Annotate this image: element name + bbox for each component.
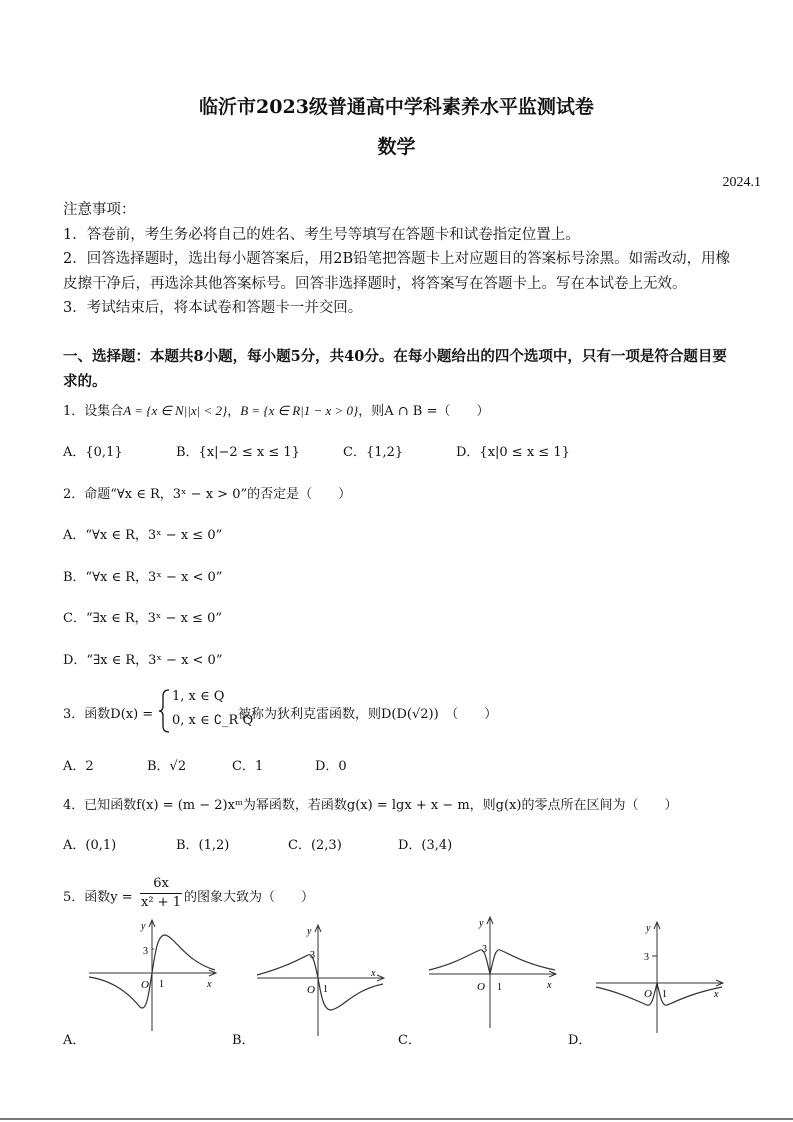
section-heading: 一、选择题：本题共8小题，每小题5分，共40分。在每小题给出的四个选项中，只有一项是符合题目要求的。 (63, 348, 727, 390)
graph-a-one: 1 (159, 979, 164, 990)
q1-option-a: A．{0,1} (63, 445, 123, 460)
q3-prefix: 3．函数D(x) = (63, 707, 154, 722)
graph-b-one: 1 (323, 984, 328, 995)
graph-b-three: 3 (310, 950, 315, 961)
graph-b-origin: O (307, 984, 315, 996)
q5-denominator: x² + 1 (141, 895, 181, 910)
graph-d-one: 1 (662, 989, 667, 1000)
q3-option-d: D．0 (315, 759, 347, 774)
graph-c-y-label: y (479, 918, 484, 929)
exam-date: 2024.1 (722, 175, 761, 190)
graph-b-x-label: x (371, 968, 376, 979)
graph-d (592, 917, 727, 1037)
q2-option-d: D．“∃x ∈ R，3ˣ − x < 0” (63, 653, 223, 668)
q4-stem: 4．已知函数f(x) = (m − 2)xᵐ为幂函数，若函数g(x) = lgx + x − m，则g(x)的零点所在区间为（ ） (63, 798, 678, 813)
graph-d-origin: O (644, 988, 652, 1000)
q4-option-d: D．(3,4) (398, 838, 453, 853)
q5-option-a: A． (63, 1033, 86, 1048)
graph-d-y-label: y (646, 923, 651, 934)
q5-option-b: B． (232, 1033, 255, 1048)
graph-a (85, 915, 220, 1035)
q3-option-a: A．2 (63, 759, 94, 774)
q3-suffix: 被称为狄利克雷函数，则D(D(√2)) （ ） (238, 707, 498, 722)
q5-numerator: 6x (153, 876, 169, 891)
q5-fraction-bar (140, 893, 182, 894)
graph-c-origin: O (477, 981, 485, 993)
q4-option-c: C．(2,3) (288, 838, 342, 853)
q5-option-c: C． (398, 1033, 421, 1048)
q4-option-b: B．(1,2) (176, 838, 230, 853)
graph-a-y-label: y (141, 921, 146, 932)
graph-d-x-label: x (714, 989, 719, 1000)
notes-block (63, 198, 731, 321)
q3-brace (158, 688, 172, 734)
q5-prefix: 5．函数y = (63, 890, 133, 905)
q3-option-c: C．1 (232, 759, 264, 774)
graph-d-three: 3 (644, 952, 649, 963)
q1-stem: 1．设集合A = {x ∈ N||x| < 2}，B = {x ∈ R|1 − x > 0}，则A ∩ B =（ ） (63, 403, 490, 419)
q1-option-b: B．{x|−2 ≤ x ≤ 1} (176, 445, 300, 460)
notes-heading: 注意事项： (63, 202, 136, 218)
q3-case-2: 0, x ∈ ∁_R Q (172, 713, 254, 728)
note-item-3: 3．考试结束后，将本试卷和答题卡一并交回。 (63, 300, 363, 316)
graph-c-three: 3 (482, 944, 487, 955)
graph-c-one: 1 (497, 982, 502, 993)
graph-a-three: 3 (143, 946, 148, 957)
subject-title: 数学 (377, 136, 416, 158)
graph-c (425, 912, 560, 1032)
q3-option-b: B．√2 (147, 759, 187, 774)
q2-option-c: C．“∃x ∈ R，3ˣ − x ≤ 0” (63, 611, 222, 626)
graph-c-x-label: x (547, 980, 552, 991)
q2-option-b: B．“∀x ∈ R，3ˣ − x < 0” (63, 570, 223, 585)
q1-suffix: ，则A ∩ B =（ ） (358, 404, 490, 419)
q1-prefix: 1．设集合 (63, 404, 124, 419)
graph-b-y-label: y (307, 926, 312, 937)
q5-fraction (140, 876, 182, 911)
q2-option-a: A．“∀x ∈ R，3ˣ − x ≤ 0” (63, 528, 223, 543)
q1-set-a: A = {x ∈ N||x| < 2} (123, 403, 228, 418)
q2-stem: 2．命题“∀x ∈ R，3ˣ − x > 0”的否定是（ ） (63, 487, 352, 502)
q4-option-a: A．(0,1) (63, 838, 117, 853)
q1-option-d: D．{x|0 ≤ x ≤ 1} (456, 445, 570, 460)
note-item-1: 1．答卷前，考生务必将自己的姓名、考生号等填写在答题卡和试卷指定位置上。 (63, 226, 580, 243)
q5-suffix: 的图象大致为（ ） (184, 890, 315, 905)
q5-option-d: D． (568, 1033, 592, 1048)
graph-a-origin: O (141, 979, 149, 991)
note-item-2: 2．回答选择题时，选出每小题答案后，用2B铅笔把答题卡上对应题目的答案标号涂黑。如需改动，用橡皮擦干净后，再选涂其他答案标号。回答非选择题时，将答案写在答题卡上。写在本试卷上无效。 (63, 251, 731, 292)
graph-a-x-label: x (207, 979, 212, 990)
q1-set-b: B = {x ∈ R|1 − x > 0} (240, 403, 359, 418)
q3-case-1: 1, x ∈ Q (172, 689, 225, 704)
page-bottom-rule (0, 1118, 793, 1120)
graph-b (253, 920, 388, 1040)
paper-title: 临沂市2023级普通高中学科素养水平监测试卷 (199, 96, 594, 118)
q1-option-c: C．{1,2} (343, 445, 404, 460)
